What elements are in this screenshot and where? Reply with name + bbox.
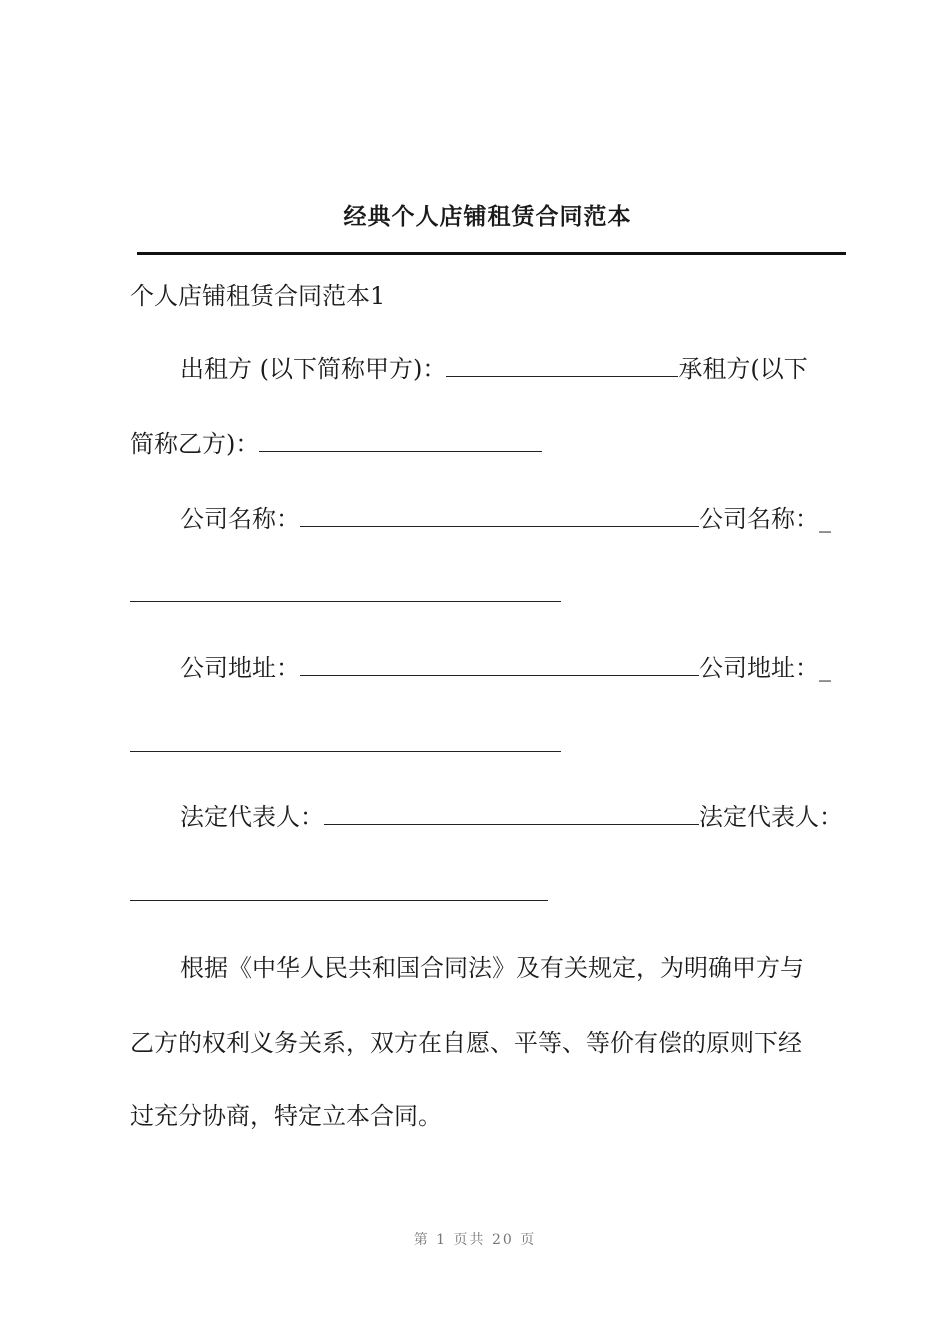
lessor-label: 出租方 (以下简称甲方)： <box>180 355 447 383</box>
lessor-line <box>180 354 808 384</box>
legal-rep-blank-b <box>130 900 548 901</box>
lessor-blank <box>446 354 678 377</box>
company-address-blank-b <box>130 751 561 752</box>
company-name-label-b: 公司名称：_ <box>699 505 831 533</box>
legal-rep-blank-a <box>324 802 699 825</box>
lessee-blank <box>259 429 542 452</box>
company-address-label: 公司地址： <box>180 654 300 682</box>
company-name-blank-b <box>130 601 561 602</box>
preamble-line: 过充分协商，特定立本合同。 <box>130 1102 442 1130</box>
legal-rep-line <box>180 802 843 832</box>
section-heading: 个人店铺租赁合同范本1 <box>130 282 386 310</box>
company-address-blank-a <box>300 653 699 676</box>
lessee-label-a: 承租方(以下 <box>678 355 808 383</box>
title-divider <box>137 252 846 255</box>
lessee-label-b: 简称乙方)： <box>130 430 260 458</box>
preamble-line: 乙方的权利义务关系，双方在自愿、平等、等价有偿的原则下经 <box>130 1029 802 1057</box>
preamble-line: 根据《中华人民共和国合同法》及有关规定，为明确甲方与 <box>180 954 804 982</box>
company-address-line <box>180 653 831 683</box>
company-address-label-b: 公司地址：_ <box>699 654 831 682</box>
legal-rep-label: 法定代表人： <box>180 803 324 831</box>
company-name-blank-a <box>300 504 699 527</box>
lessee-line <box>130 429 542 459</box>
page-number: 第 1 页共 20 页 <box>413 1232 537 1248</box>
document-title: 经典个人店铺租赁合同范本 <box>343 203 632 230</box>
company-name-line <box>180 504 831 534</box>
legal-rep-label-b: 法定代表人： <box>699 803 843 831</box>
company-name-label: 公司名称： <box>180 505 300 533</box>
